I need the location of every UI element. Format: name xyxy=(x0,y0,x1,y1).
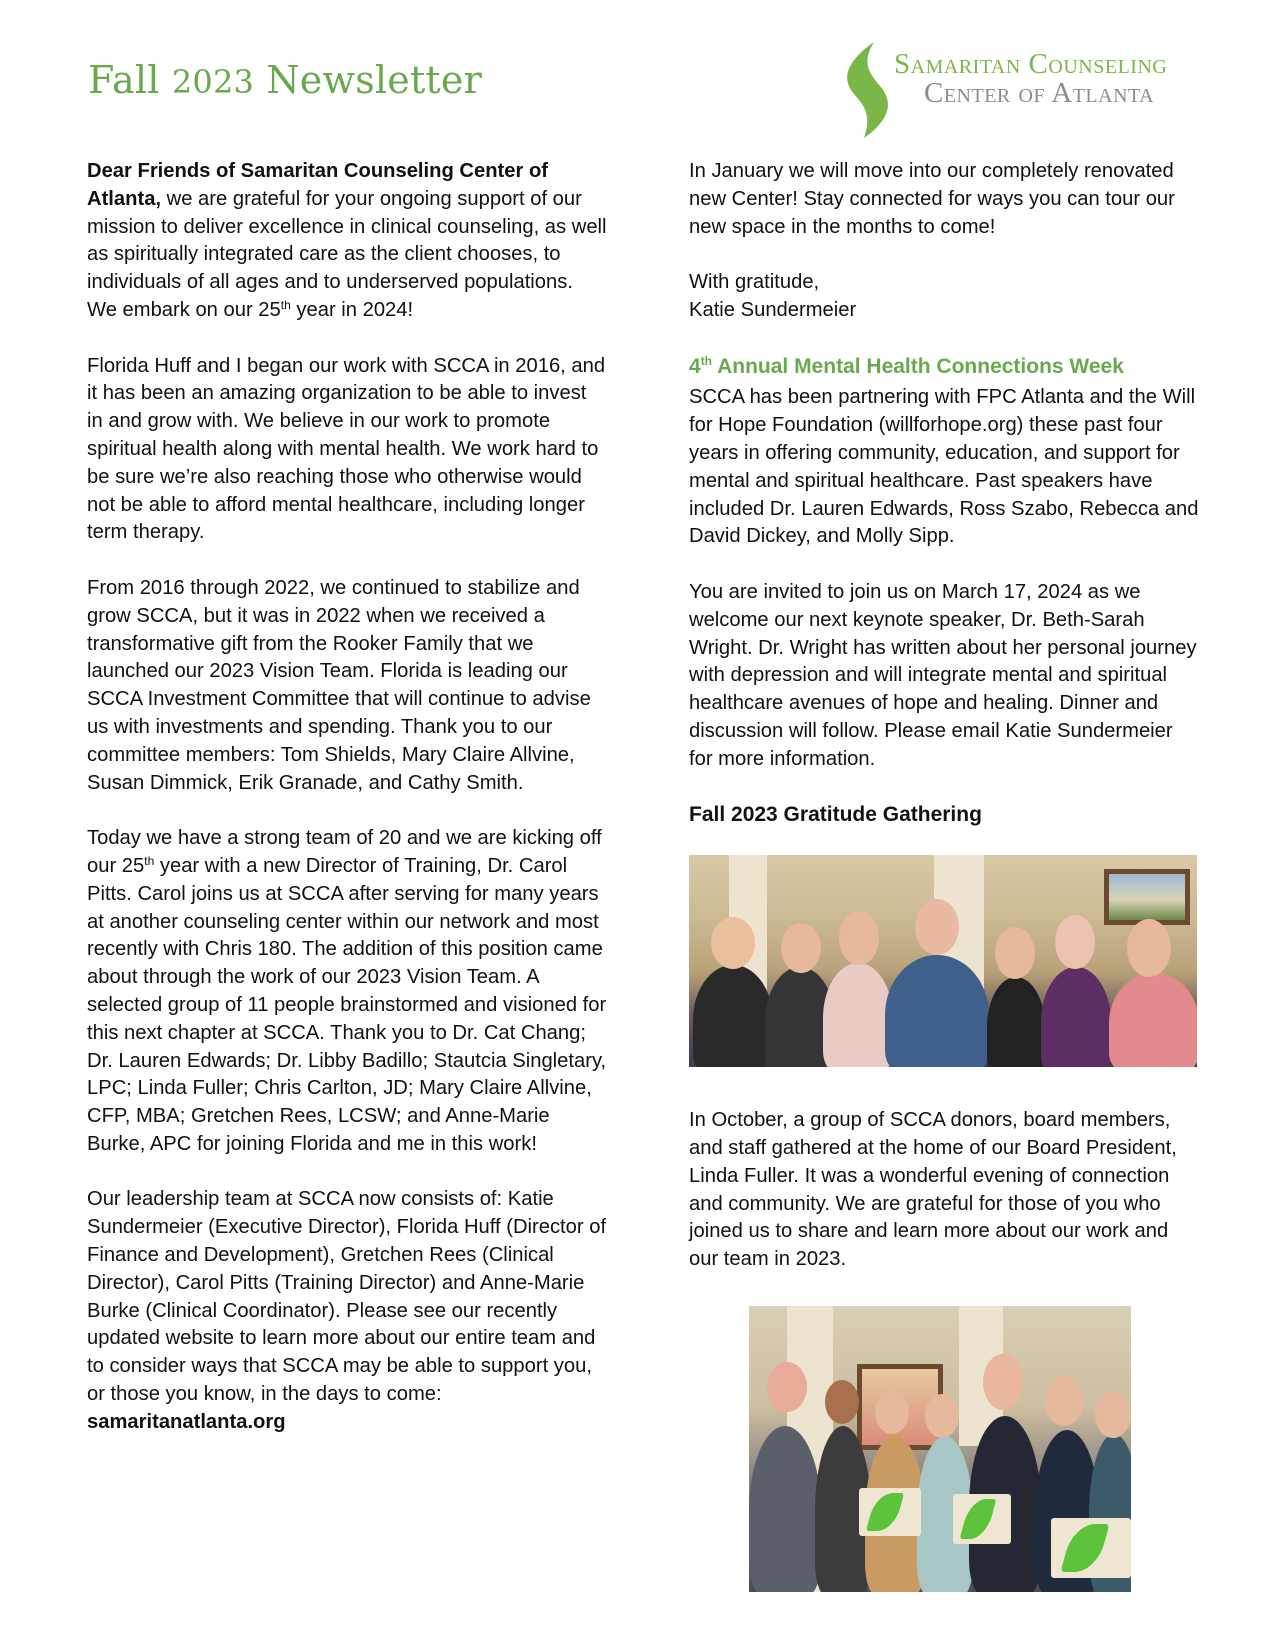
signature: Katie Sundermeier xyxy=(689,298,857,321)
intro-paragraph xyxy=(87,158,607,325)
photo-person xyxy=(987,977,1045,1067)
photo-face xyxy=(1095,1392,1131,1438)
photo-face xyxy=(995,927,1035,979)
tote-bag xyxy=(953,1494,1011,1544)
organization-logo xyxy=(838,40,1238,140)
photo-face xyxy=(711,917,755,969)
photo-face xyxy=(781,923,821,973)
growth-paragraph: From 2016 through 2022, we continued to stabilize and grow SCCA, but it was in 2022 when we received a transformative gift from the Rooker Family that we launched our 2023 Vision Team. Florida is leading our SCCA Investment Committee that will continue to advise us with investments and spending. Thank you to our committee members: Tom Shields, Mary Claire Allvine, Susan Dimmick, Erik Granade, and Cathy Smith. xyxy=(87,576,591,794)
team-paragraph xyxy=(87,825,607,1159)
ordinal-suffix: th xyxy=(280,297,291,312)
partnership-paragraph: SCCA has been partnering with FPC Atlanta and the Will for Hope Foundation (willforhope.org) these past four years in offering community, education, and support for mental and spiritual healthcare. Past speakers have included Dr. Lauren Edwards, Ross Szabo, Rebecca and David Dickey, and Molly Sipp. xyxy=(689,386,1199,548)
photo-face xyxy=(875,1390,909,1434)
logo-line-1: Samaritan Counseling xyxy=(894,48,1168,80)
ordinal-suffix: th xyxy=(144,853,155,868)
section-heading-mental-health-week xyxy=(689,353,1199,381)
title-suffix: Newsletter xyxy=(254,58,482,102)
history-paragraph: Florida Huff and I began our work with SCCA in 2016, and it has been an amazing organization to be able to invest in and grow with. We believe in our work to promote spiritual health along with mental health. We work hard to be sure we’re also reaching those who otherwise would not be able to afford mental healthcare, including longer term therapy. xyxy=(87,354,606,544)
tote-bag xyxy=(1051,1518,1131,1578)
leaf-s-icon xyxy=(838,42,898,138)
team-text-end: year with a new Director of Training, Dr. Carol Pitts. Carol joins us at SCCA after serving for many years at another counseling center within our network and most recently with Chris 180. The addition of this position came about through the work of our 2023 Vision Team. A selected group of 11 people brainstormed and visioned for this next chapter at SCCA. Thank you to Dr. Cat Chang; Dr. Lauren Edwards; Dr. Libby Badillo; Stautcia Singletary, LPC; Linda Fuller; Chris Carlton, JD; Mary Claire Allvine, CFP, MBA; Gretchen Rees, LCSW; and Anne-Marie Burke, APC for joining Florida and me in this work! xyxy=(87,854,607,1155)
left-column xyxy=(87,158,607,1464)
photo-person xyxy=(1109,973,1197,1067)
photo-person xyxy=(693,965,773,1067)
logo-line-2: Center of Atlanta xyxy=(924,77,1155,109)
salutation: Dear Friends of Samaritan Counseling Center of Atlanta, xyxy=(87,160,549,210)
heading-number: 4 xyxy=(689,354,701,378)
leadership-paragraph xyxy=(87,1186,607,1436)
photo-face xyxy=(767,1362,807,1412)
photo-person xyxy=(885,955,989,1067)
gathering-photo-2 xyxy=(749,1306,1131,1592)
intro-text: we are grateful for your ongoing support of our mission to deliver excellence in clinical counseling, as well as spiritually integrated care as the client chooses, to individuals of all ages and to underserved populations. We embark on our 25 xyxy=(87,187,607,321)
closing: With gratitude, xyxy=(689,271,820,294)
invitation-paragraph: You are invited to join us on March 17, 2024 as we welcome our next keynote speaker, Dr. Beth-Sarah Wright. Dr. Wright has written about her personal journey with depression and will integrate mental and spiritual healthcare avenues of hope and healing. Dinner and discussion will follow. Please email Katie Sundermeier for more information. xyxy=(689,580,1197,770)
photo-face xyxy=(825,1380,859,1424)
heading-text: Annual Mental Health Connections Week xyxy=(712,354,1124,378)
photo-face xyxy=(1127,919,1171,977)
intro-text-end: year in 2024! xyxy=(290,298,414,321)
leadership-text: Our leadership team at SCCA now consists of: Katie Sundermeier (Executive Director), Florida Huff (Director of Finance and Development), Gretchen Rees (Clinical Director), Carol Pitts (Training Director) and Anne-Marie Burke (Clinical Coordinator). Please see our recently updated website to learn more about our entire team and to consider ways that SCCA may be able to support you, or those you know, in the days to come: xyxy=(87,1188,607,1406)
photo-painting xyxy=(1104,869,1190,925)
website-link[interactable]: samaritanatlanta.org xyxy=(87,1410,286,1433)
photo-face xyxy=(915,899,959,955)
gathering-photo-1 xyxy=(689,855,1197,1067)
section-heading-gratitude-gathering: Fall 2023 Gratitude Gathering xyxy=(689,803,982,827)
photo-person xyxy=(749,1426,821,1592)
gathering-paragraph: In October, a group of SCCA donors, board members, and staff gathered at the home of our Board President, Linda Fuller. It was a wonderful evening of connection and community. We are grateful for those of you who joined us to share and learn more about our work and our team in 2023. xyxy=(689,1109,1177,1271)
team-text: Today we have a strong team of 20 and we are kicking off our 25 xyxy=(87,827,602,877)
photo-face xyxy=(1055,915,1095,969)
tote-bag xyxy=(859,1488,921,1536)
photo-person xyxy=(823,963,893,1067)
title-year: 2023 xyxy=(171,63,255,101)
photo-face xyxy=(983,1354,1023,1410)
photo-face xyxy=(925,1394,959,1438)
new-center-paragraph: In January we will move into our completely renovated new Center! Stay connected for ways you can tour our new space in the months to come! xyxy=(689,160,1175,238)
photo-face xyxy=(1045,1376,1083,1426)
ordinal-suffix: th xyxy=(700,353,713,368)
photo-face xyxy=(839,911,879,965)
title-prefix: Fall xyxy=(88,58,172,102)
right-column xyxy=(689,158,1199,1302)
newsletter-title xyxy=(88,58,482,102)
photo-person xyxy=(1041,967,1111,1067)
